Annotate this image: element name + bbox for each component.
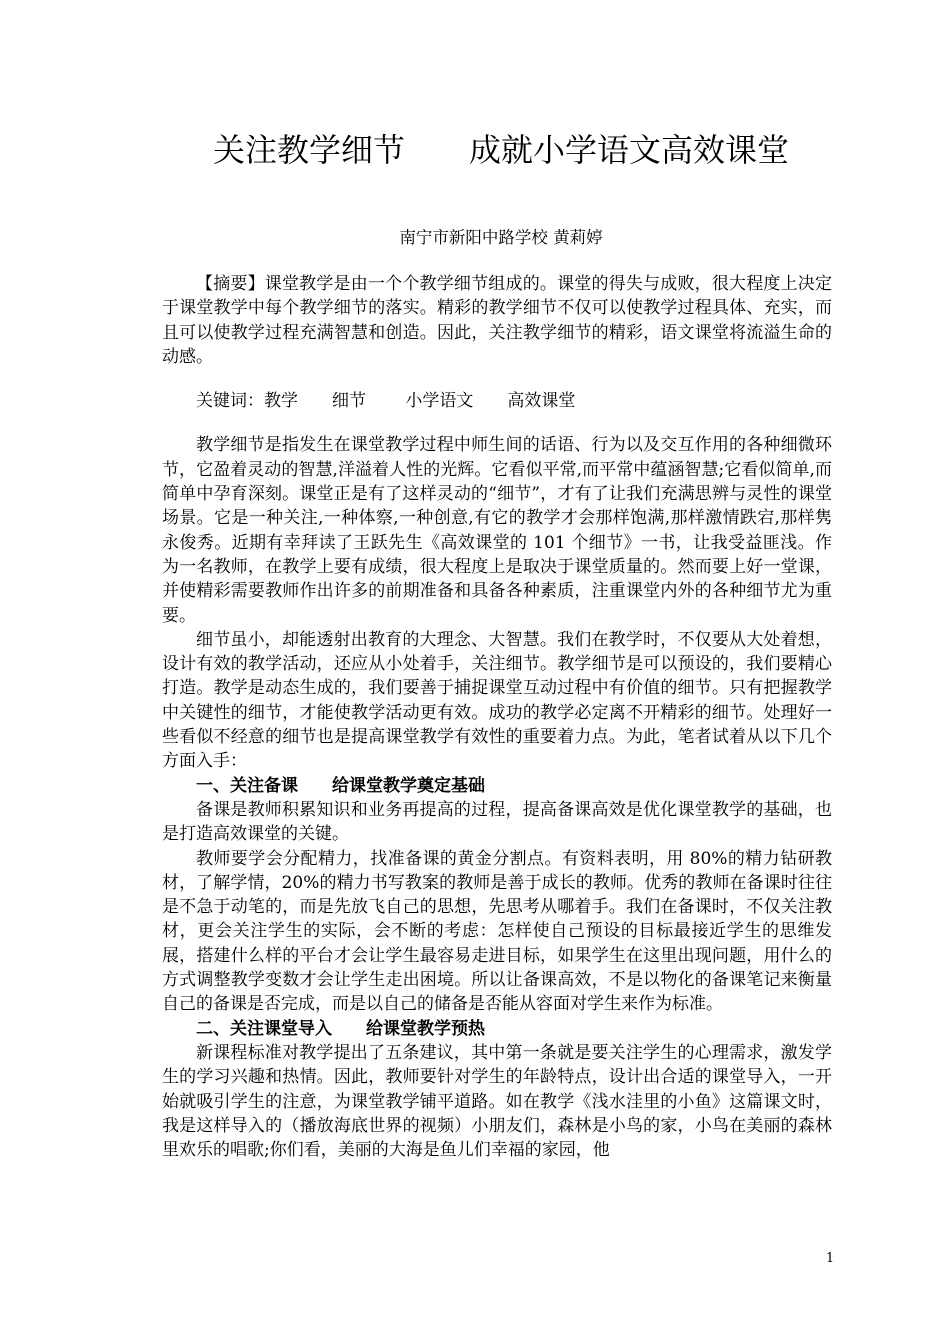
section1-paragraph-2: 教师要学会分配精力，找准备课的黄金分割点。有资料表明，用 80%的精力钻研教材，了解学情，20%的精力书写教案的教师是善于成长的教师。优秀的教师在备课时往往是不急于动笔的，而是先放飞自己的思想，先思考从哪着手。我们在备课时，不仅关注教材，更会关注学生的实际，会不断的考虑：怎样使自己预设的目标最接近学生的思维发展，搭建什么样的平台才会让学生最容易走进目标，如果学生在这里出现问题，用什么的方式调整教学变数才会让学生走出困境。所以让备课高效，不是以物化的备课笔记来衡量自己的备课是否完成，而是以自己的储备是否能从容面对学生来作为标准。 <box>162 848 832 1015</box>
section1-paragraph-1: 备课是教师积累知识和业务再提高的过程，提高备课高效是优化课堂教学的基础，也是打造高效课堂的关键。 <box>162 799 832 845</box>
page-number: 1 <box>825 1251 835 1266</box>
document-body <box>162 272 832 1162</box>
body-paragraph-1: 教学细节是指发生在课堂教学过程中师生间的话语、行为以及交互作用的各种细微环节，它盈着灵动的智慧,洋溢着人性的光辉。它看似平常,而平常中蕴涵智慧;它看似简单,而简单中孕育深刻。课堂正是有了这样灵动的“细节”，才有了让我们充满思辨与灵性的课堂场景。它是一种关注,一种体察,一种创意,有它的教学才会那样饱满,那样激情跌宕,那样隽永俊秀。近期有幸拜读了王跃先生《高效课堂的 101 个细节》一书，让我受益匪浅。作为一名教师，在教学上要有成绩，很大程度上是取决于课堂质量的。然而要上好一堂课，并使精彩需要教师作出许多的前期准备和具备各种素质，注重课堂内外的各种细节尤为重要。 <box>162 435 832 626</box>
section-heading-2: 二、关注课堂导入 给课堂教学预热 <box>196 1018 485 1039</box>
author-line: 南宁市新阳中路学校 黄莉婷 <box>399 228 603 247</box>
section2-paragraph-1: 新课程标准对教学提出了五条建议，其中第一条就是要关注学生的心理需求，激发学生的学习兴趣和热情。因此，教师要针对学生的年龄特点，设计出合适的课堂导入，一开始就吸引学生的注意，为课堂教学铺平道路。如在教学《浅水洼里的小鱼》这篇课文时，我是这样导入的（播放海底世界的视频）小朋友们，森林是小鸟的家，小鸟在美丽的森林里欢乐的唱歌;你们看，美丽的大海是鱼儿们幸福的家园，他 <box>162 1042 832 1161</box>
keywords-line: 关键词：教学 细节 小学语文 高效课堂 <box>196 391 576 412</box>
abstract-paragraph: 【摘要】课堂教学是由一个个教学细节组成的。课堂的得失与成败，很大程度上决定于课堂教学中每个教学细节的落实。精彩的教学细节不仅可以使教学过程具体、充实，而且可以使教学过程充满智慧和创造。因此，关注教学细节的精彩，语文课堂将流溢生命的动感。 <box>162 274 832 367</box>
section-heading-1: 一、关注备课 给课堂教学奠定基础 <box>196 775 485 796</box>
body-paragraph-2: 细节虽小，却能透射出教育的大理念、大智慧。我们在教学时，不仅要从大处着想，设计有效的教学活动，还应从小处着手，关注细节。教学细节是可以预设的，我们要精心打造。教学是动态生成的，我们要善于捕捉课堂互动过程中有价值的细节。只有把握教学中关键性的细节，才能使教学活动更有效。成功的教学必定离不开精彩的细节。处理好一些看似不经意的细节也是提高课堂教学有效性的重要着力点。为此，笔者试着从以下几个方面入手： <box>162 629 832 772</box>
document-title: 关注教学细节 成就小学语文高效课堂 <box>212 131 789 169</box>
